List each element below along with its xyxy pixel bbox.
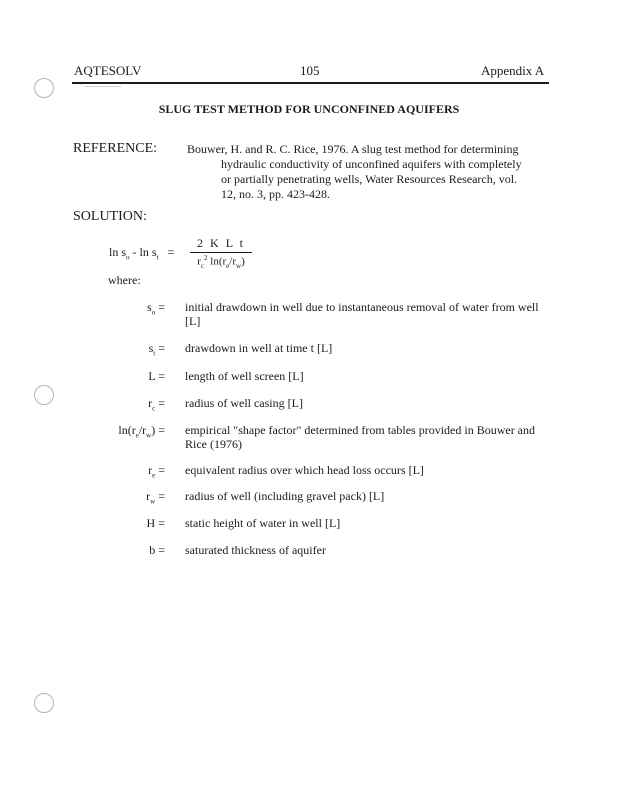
def-text-H: static height of water in well [L] [185,516,341,530]
header-rule [72,82,549,84]
where-label: where: [108,273,141,287]
punch-hole-bottom [34,693,54,713]
reference-text [187,142,552,202]
reference-line: hydraulic conductivity of unconfined aquifers with completely [221,157,522,171]
def-symbol-s0: $s_o$ = [147,300,165,317]
def-symbol-b: b = [149,543,165,557]
def-text-rc: radius of well casing [L] [185,396,303,410]
def-symbol-H: H = [146,516,165,530]
equation-denominator: $r_c^2$ $\ln(r_e/r_w)$ [197,254,245,270]
def-text-L: length of well screen [L] [185,369,304,383]
punch-hole-middle [34,385,54,405]
reference-line: Bouwer, H. and R. C. Rice, 1976. A slug test method for determining [187,142,519,156]
equation-numerator: 2 K L t [190,236,252,253]
solution-label: SOLUTION: [73,209,147,224]
def-symbol-rw: $r_w$ = [146,489,165,506]
def-symbol-st: $s_t$ = [148,341,165,358]
def-symbol-shape-factor: $\ln(r_e/r_w)$ = [118,423,165,440]
def-symbol-rc: $r_c$ = [148,396,165,413]
reference-line: or partially penetrating wells, Water Resources Research, vol. [221,172,518,186]
header-left: AQTESOLV [74,63,142,78]
equation-fraction [190,236,252,270]
equation-lhs: $\ln s_o$ - $\ln s_t$ = [109,245,175,262]
def-text-b: saturated thickness of aquifer [185,543,326,557]
page-number: 105 [300,63,320,78]
def-text-st: drawdown in well at time t [L] [185,341,333,355]
reference-line: 12, no. 3, pp. 423-428. [221,187,330,201]
punch-hole-top [34,78,54,98]
def-symbol-L: L = [148,369,165,383]
reference-label: REFERENCE: [73,141,158,156]
header-rule-shadow [85,86,121,87]
def-text-shape-factor: empirical "shape factor" determined from tables provided in Bouwer and Rice (1976) [185,423,536,451]
page-title: SLUG TEST METHOD FOR UNCONFINED AQUIFERS [158,102,460,116]
header-right: Appendix A [481,63,545,78]
def-text-rw: radius of well (including gravel pack) [L] [185,489,385,503]
def-text-re: equivalent radius over which head loss occurs [L] [185,463,424,477]
def-text-s0: initial drawdown in well due to instantaneous removal of water from well [L] [185,300,539,328]
def-symbol-re: $r_e$ = [148,463,165,480]
